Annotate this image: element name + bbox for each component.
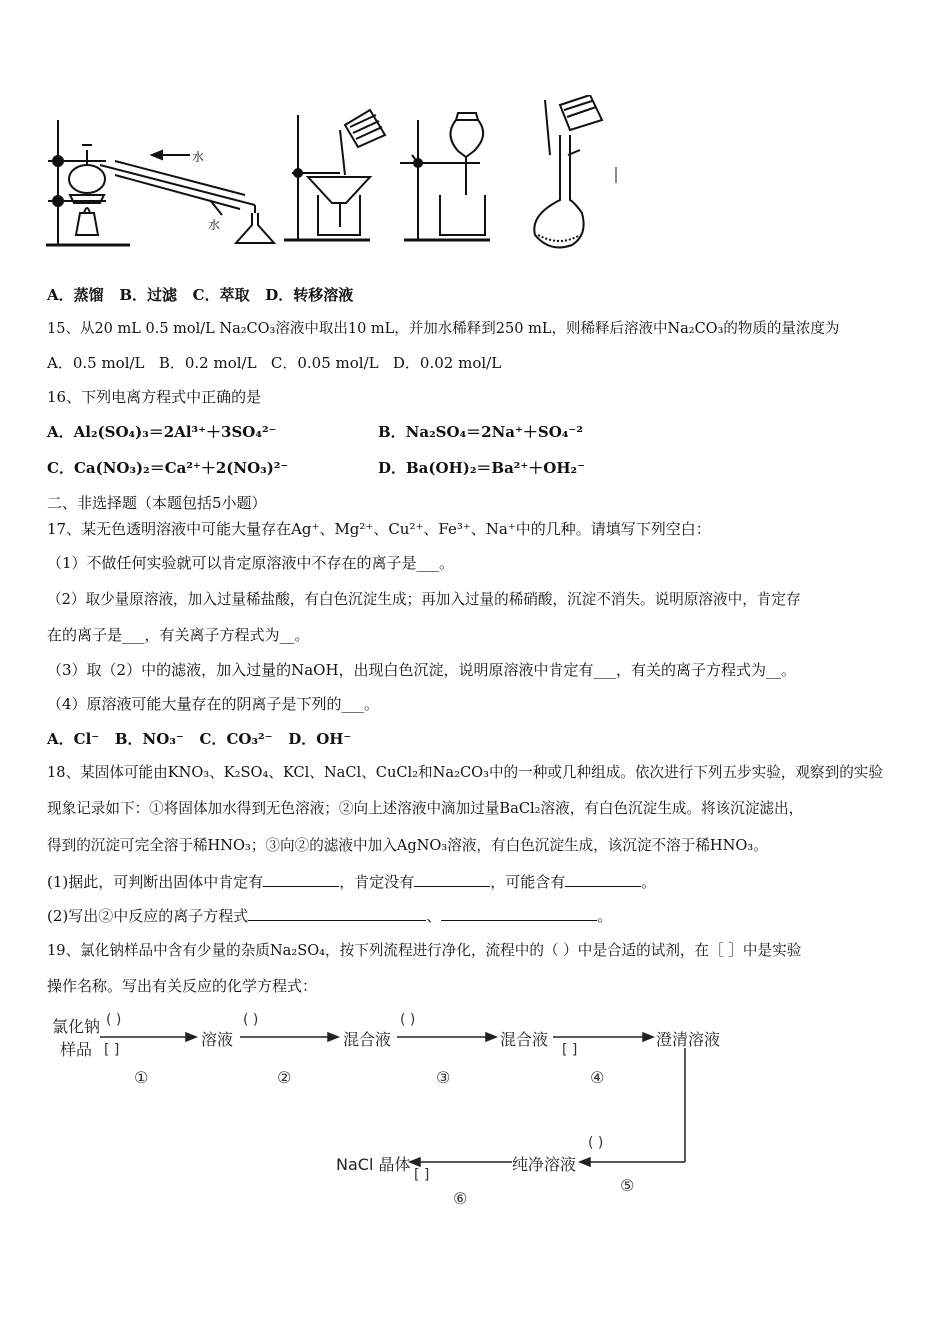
q18-part2-text-c: 。 (597, 907, 613, 925)
flow-node-clear-solution: 澄清溶液 (656, 1030, 721, 1049)
water-label-2: 水 (208, 218, 221, 232)
q18-line3: 得到的沉淀可完全溶于稀HNO₃；③向②的滤液中加入AgNO₃溶液，有白色沉淀生成，该沉淀不溶于稀HNO₃。 (47, 837, 768, 854)
operation-slot-1[interactable]: [ ] (104, 1042, 120, 1058)
q18-part1-text-a: (1)据此，可判断出固体中肯定有 (47, 873, 264, 891)
q18-part2-text-b: 、 (426, 907, 442, 925)
step-label-1: ① (134, 1068, 149, 1087)
q17-option-b: B．NO₃⁻ (114, 730, 184, 748)
answer-blank[interactable] (248, 906, 426, 921)
q16-option-a: A．Al₂(SO₄)₃＝2Al³⁺＋3SO₄²⁻ (47, 423, 277, 441)
reagent-slot-1[interactable]: ( ) (106, 1012, 122, 1028)
operation-slot-4[interactable]: [ ] (562, 1042, 578, 1058)
answer-blank[interactable] (414, 872, 490, 887)
flow-node-mixture-2: 混合液 (500, 1030, 549, 1049)
answer-blank[interactable] (263, 872, 339, 887)
q15-option-a: A．0.5 mol/L (47, 354, 145, 372)
q17-part4: （4）原溶液可能大量存在的阴离子是下列的___。 (47, 695, 380, 713)
q14-option-b: B．过滤 (119, 286, 177, 304)
q17-part2-line1: （2）取少量原溶液，加入过量稀盐酸，有白色沉淀生成；再加入过量的稀硝酸，沉淀不消失。说明原溶液中，肯定存 (47, 591, 801, 608)
step-label-2: ② (277, 1068, 292, 1087)
q18-part2-text-a: (2)写出②中反应的离子方程式 (47, 907, 249, 925)
q15-stem: 15、从20 mL 0.5 mol/L Na₂CO₃溶液中取出10 mL，并加水稀释到250 mL，则稀释后溶液中Na₂CO₃的物质的量浓度为 (47, 321, 840, 337)
q17-part3: （3）取（2）中的滤液，加入过量的NaOH，出现白色沉淀，说明原溶液中肯定有___，有关的离子方程式为__。 (47, 661, 797, 679)
flow-node-nacl-crystal: NaCl 晶体 (336, 1155, 411, 1174)
q18-part1-text-d: 。 (641, 873, 657, 891)
q17-option-a: A．Cl⁻ (47, 730, 100, 748)
apparatus-illustration (40, 95, 630, 255)
flow-node-pure-solution: 纯净溶液 (512, 1155, 577, 1174)
q17-part1: （1）不做任何实验就可以肯定原溶液中不存在的离子是___。 (47, 554, 455, 572)
q16-option-c: C．Ca(NO₃)₂＝Ca²⁺＋2(NO₃)²⁻ (47, 459, 289, 477)
q18-line2: 现象记录如下：①将固体加水得到无色溶液；②向上述溶液中滴加过量BaCl₂溶液，有白色沉淀生成。将该沉淀滤出， (47, 800, 804, 817)
step-label-5: ⑤ (620, 1176, 635, 1195)
step-label-6: ⑥ (453, 1189, 468, 1208)
operation-slot-6[interactable]: [ ] (414, 1167, 430, 1183)
q14-option-d: D．转移溶液 (265, 286, 354, 304)
q17-stem: 17、某无色透明溶液中可能大量存在Ag⁺、Mg²⁺、Cu²⁺、Fe³⁺、Na⁺中的几种。请填写下列空白： (47, 520, 711, 538)
q18-line1: 18、某固体可能由KNO₃、K₂SO₄、KCl、NaCl、CuCl₂和Na₂CO₃中的一种或几种组成。依次进行下列五步实验，观察到的实验 (47, 764, 883, 781)
q16-stem: 16、下列电离方程式中正确的是 (47, 388, 262, 406)
q17-option-d: D．OH⁻ (288, 730, 352, 748)
flow-node-mixture-1: 混合液 (343, 1030, 392, 1049)
q19-line1: 19、氯化钠样品中含有少量的杂质Na₂SO₄，按下列流程进行净化，流程中的（ ）中是合适的试剂，在［ ］中是实验 (47, 942, 802, 959)
q17-part2-line2: 在的离子是___，有关离子方程式为__。 (47, 626, 310, 644)
q17-option-c: C．CO₃²⁻ (199, 730, 273, 748)
q15-option-c: C．0.05 mol/L (270, 354, 379, 372)
reagent-slot-5[interactable]: ( ) (588, 1135, 604, 1151)
q14-option-a: A．蒸馏 (47, 286, 104, 304)
answer-blank[interactable] (565, 872, 641, 887)
answer-blank[interactable] (441, 906, 597, 921)
water-label-1: 水 (192, 150, 205, 164)
flow-start-line1: 氯化钠 (52, 1017, 101, 1036)
q18-part1-text-b: ，肯定没有 (339, 873, 415, 891)
flow-start-line2: 样品 (60, 1040, 93, 1059)
q16-option-b: B．Na₂SO₄＝2Na⁺＋SO₄⁻² (378, 423, 583, 441)
step-label-4: ④ (590, 1068, 605, 1087)
reagent-slot-3[interactable]: ( ) (400, 1012, 416, 1028)
q16-option-d: D．Ba(OH)₂＝Ba²⁺＋OH₂⁻ (378, 459, 586, 477)
q15-option-b: B．0.2 mol/L (158, 354, 257, 372)
flow-node-solution: 溶液 (201, 1030, 234, 1049)
reagent-slot-2[interactable]: ( ) (243, 1012, 259, 1028)
q18-part1-text-c: ，可能含有 (490, 873, 566, 891)
q14-option-c: C．萃取 (192, 286, 250, 304)
step-label-3: ③ (436, 1068, 451, 1087)
section-heading: 二、非选择题（本题包括5小题） (47, 494, 267, 512)
q19-line2: 操作名称。写出有关反应的化学方程式： (47, 977, 318, 995)
flow-arrows (0, 1000, 950, 1200)
q15-option-d: D．0.02 mol/L (392, 354, 502, 372)
